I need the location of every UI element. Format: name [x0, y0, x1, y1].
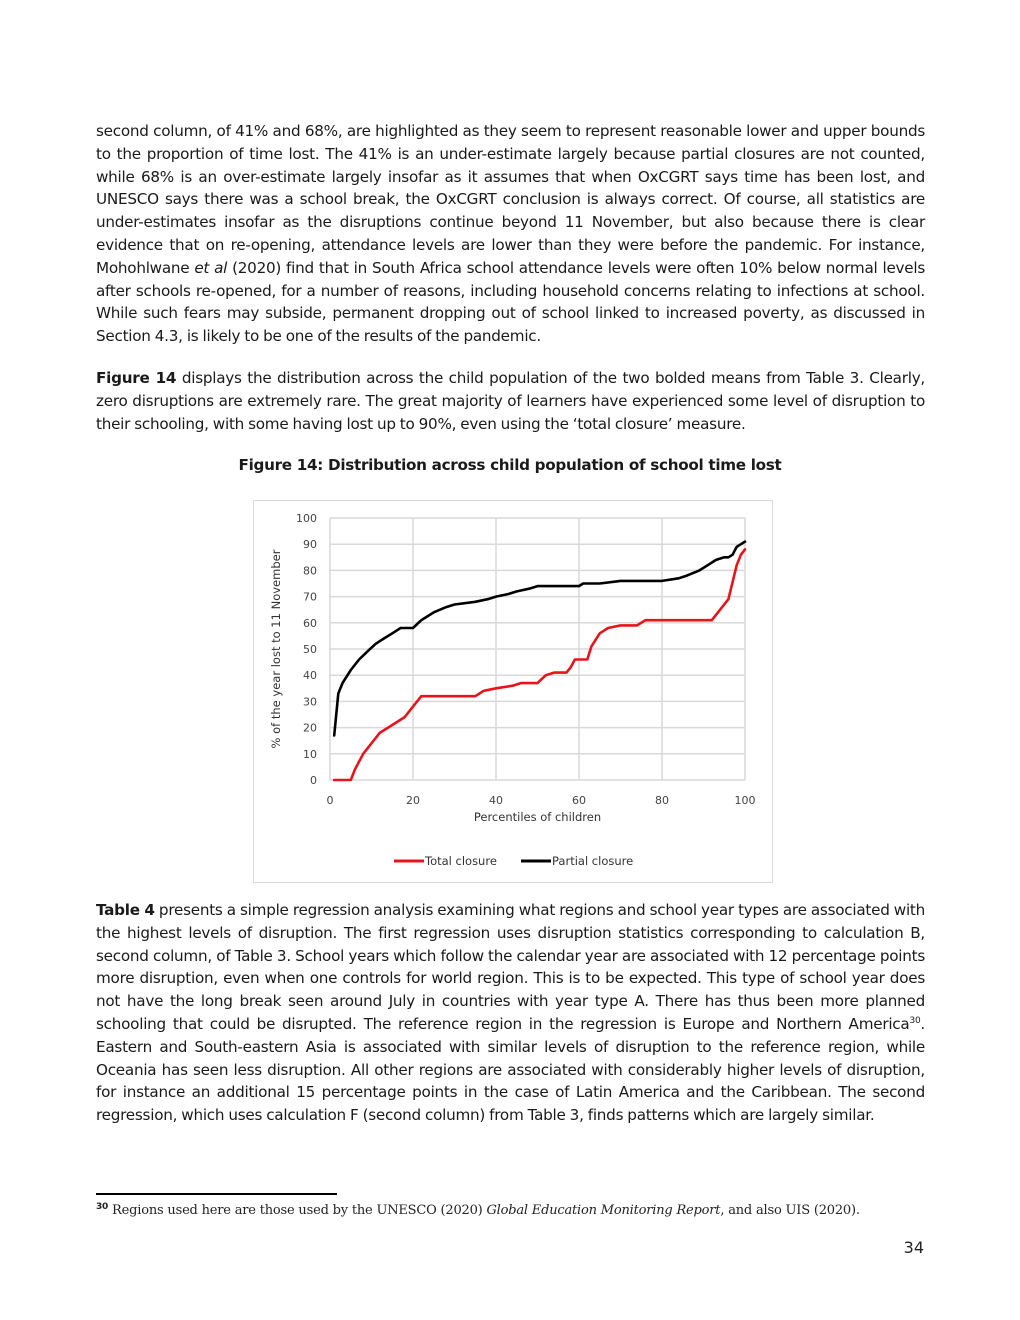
footnote-divider	[96, 1193, 337, 1195]
footnote-text: Regions used here are those used by the UNESCO (2020)	[108, 1203, 487, 1218]
x-axis-title: Percentiles of children	[473, 810, 602, 824]
footnote-italic-title: Global Education Monitoring Report	[486, 1203, 721, 1218]
figure-caption: Figure 14: Distribution across child population of school time lost	[238, 456, 782, 474]
y-axis-title: % of the year lost to 11 November	[269, 549, 283, 749]
x-tick-label: 20	[406, 794, 420, 807]
paragraph-figure-14-intro	[96, 367, 925, 435]
x-tick-label: 60	[572, 794, 586, 807]
y-tick-label: 90	[303, 538, 317, 552]
italic-et-al: et al	[194, 258, 228, 277]
paragraph-text: presents a simple regression analysis examining what regions and school year types are associated with the highest levels of disruption. The first regression uses disruption statistics corresponding to calculation B, second column, of Table 3. School years which follow the calendar year are associated with 12 percentage points more disruption, even when one controls for world region. This is to be expected. This type of school year does not have the long break seen around July in countries with year type A. There has thus been more planned schooling that could be disrupted. The reference region in the regression is Europe and Northern America	[96, 901, 925, 1033]
paragraph-text: second column, of 41% and 68%, are highlighted as they seem to represent reasonable lower and upper bounds to the proportion of time lost. The 41% is an under-estimate largely because partial closures are not counted, while 68% is an over-estimate largely insofar as it assumes that when OxCGRT says time has been lost, and UNESCO says there was a school break, the OxCGRT conclusion is always correct. Of course, all statistics are under-estimates insofar as the disruptions continue beyond 11 November, but also because there is clear evidence that on re-opening, attendance levels are lower than they were before the pandemic. For instance, Mohohlwane	[96, 122, 925, 277]
y-tick-label: 20	[303, 721, 317, 735]
x-tick-label: 0	[326, 794, 334, 807]
paragraph-text: . Eastern and South-eastern Asia is associated with similar levels of disruption to the reference region, while Oceania has seen less disruption. All other regions are associated with considerably higher levels of disruption, for instance an additional 15 percentage points in the case of Latin America and the Caribbean. The second regression, which uses calculation F (second column) from Table 3, finds patterns which are largely similar.	[96, 1014, 925, 1125]
x-tick-label: 40	[489, 794, 503, 807]
y-tick-label: 60	[303, 616, 317, 630]
paragraph-text: (2020) find that in South Africa school attendance levels were often 10% below normal levels after schools re-opened, for a number of reasons, including household concerns relating to infections at school. While such fears may subside, permanent dropping out of school linked to increased poverty, as discussed in Section 4.3, is likely to be one of the results of the pandemic.	[96, 258, 926, 346]
x-tick-label: 80	[655, 794, 669, 807]
footnote-marker[interactable]: 30	[909, 1015, 921, 1026]
table-reference: Table 4	[96, 901, 155, 919]
footnote-number: 30	[96, 1202, 109, 1212]
y-tick-label: 10	[303, 747, 317, 761]
legend-label-total-closure: Total closure	[425, 854, 497, 868]
line-chart	[254, 501, 772, 882]
y-tick-label: 50	[303, 643, 317, 656]
y-tick-label: 70	[303, 590, 317, 604]
paragraph-text: displays the distribution across the child population of the two bolded means from Table 3. Clearly, zero disruptions are extremely rare. The great majority of learners have experienced some level of disruption to their schooling, with some having lost up to 90%, even using the ‘total closure’ measure.	[96, 369, 926, 433]
legend-label-partial-closure: Partial closure	[552, 854, 634, 868]
footnote-30	[96, 1203, 860, 1218]
y-tick-label: 30	[303, 695, 317, 709]
y-tick-label: 0	[310, 774, 317, 787]
paragraph-table-4-intro	[96, 899, 925, 1127]
chart-figure-14	[253, 500, 773, 883]
y-tick-label: 40	[303, 669, 317, 683]
page-number: 34	[903, 1238, 924, 1257]
paragraph-time-lost-bounds	[96, 120, 925, 348]
y-tick-label: 80	[303, 564, 317, 578]
footnote-text: , and also UIS (2020).	[720, 1203, 860, 1218]
x-tick-label: 100	[734, 794, 756, 807]
figure-reference: Figure 14	[96, 369, 177, 387]
series-line-total-closure	[334, 549, 745, 780]
y-tick-label: 100	[296, 512, 317, 525]
